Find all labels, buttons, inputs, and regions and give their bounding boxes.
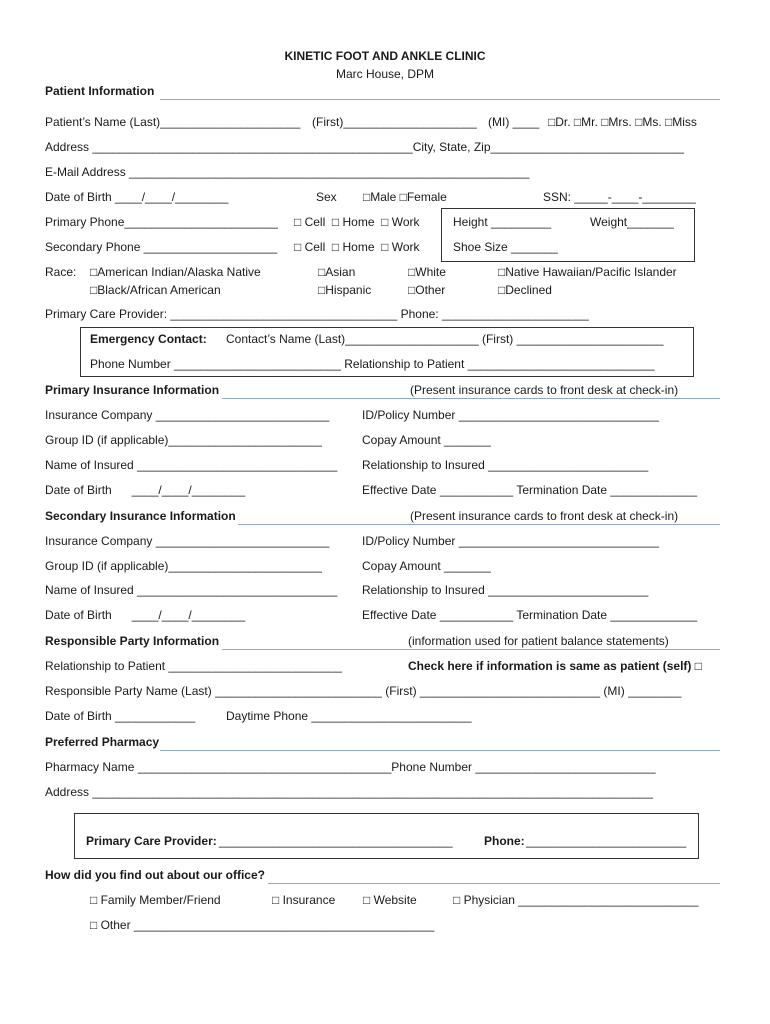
- race-other[interactable]: □Other: [408, 283, 446, 297]
- height-field[interactable]: Height _________: [453, 215, 552, 229]
- title-checkboxes[interactable]: □Dr. □Mr. □Mrs. □Ms. □Miss: [548, 115, 697, 129]
- secondary-insured-relationship-field[interactable]: Relationship to Insured ________________________: [362, 583, 649, 597]
- responsible-party-heading: Responsible Party Information: [45, 634, 220, 648]
- primary-insurance-company-field[interactable]: Insurance Company __________________________: [45, 408, 330, 422]
- patient-name-first-field[interactable]: (First)____________________: [312, 115, 477, 129]
- secondary-effective-dates-field[interactable]: Effective Date ___________ Termination Date _____________: [362, 608, 698, 622]
- emergency-contact-label: Emergency Contact:: [90, 332, 207, 346]
- primary-insured-dob-field[interactable]: Date of Birth ____/____/________: [45, 483, 246, 497]
- responsible-relationship-field[interactable]: Relationship to Patient __________________________: [45, 659, 342, 673]
- section-divider: [222, 649, 720, 650]
- primary-insurance-note: (Present insurance cards to front desk at check-in): [410, 383, 679, 397]
- primary-care-provider-field[interactable]: Primary Care Provider: __________________________________ Phone: ______________________: [45, 307, 589, 321]
- primary-phone-type[interactable]: □ Cell □ Home □ Work: [294, 215, 420, 229]
- pcp-box-name-field[interactable]: ___________________________________: [219, 834, 453, 848]
- race-asian[interactable]: □Asian: [318, 265, 356, 279]
- race-label: Race:: [45, 265, 77, 279]
- ssn-field[interactable]: SSN: _____-____-________: [543, 190, 696, 204]
- secondary-copay-field[interactable]: Copay Amount _______: [362, 559, 491, 573]
- patient-name-last-field[interactable]: Patient’s Name (Last)_____________________: [45, 115, 301, 129]
- section-divider: [238, 524, 720, 525]
- weight-field[interactable]: Weight_______: [590, 215, 674, 229]
- shoe-size-field[interactable]: Shoe Size _______: [453, 240, 558, 254]
- race-white[interactable]: □White: [408, 265, 446, 279]
- referral-insurance-checkbox[interactable]: □ Insurance: [272, 893, 336, 907]
- primary-group-id-field[interactable]: Group ID (if applicable)_______________________: [45, 433, 322, 447]
- pcp-box-phone-label: Phone:: [484, 834, 525, 848]
- secondary-insurance-heading: Secondary Insurance Information: [45, 509, 236, 523]
- responsible-daytime-phone-field[interactable]: Daytime Phone ________________________: [226, 709, 472, 723]
- emergency-contact-phone-field[interactable]: Phone Number _________________________ Relationship to Patient ____________________________: [90, 357, 655, 371]
- referral-question: How did you find out about our office?: [45, 868, 265, 882]
- primary-insurance-heading: Primary Insurance Information: [45, 383, 220, 397]
- pcp-box-label: Primary Care Provider:: [86, 834, 217, 848]
- pcp-box-phone-field[interactable]: ________________________: [526, 834, 687, 848]
- primary-effective-dates-field[interactable]: Effective Date ___________ Termination Date _____________: [362, 483, 698, 497]
- primary-copay-field[interactable]: Copay Amount _______: [362, 433, 491, 447]
- responsible-dob-field[interactable]: Date of Birth ____________: [45, 709, 196, 723]
- doctor-name: Marc House, DPM: [335, 67, 435, 81]
- secondary-insured-name-field[interactable]: Name of Insured ______________________________: [45, 583, 338, 597]
- patient-info-heading: Patient Information: [45, 84, 155, 98]
- pharmacy-address-field[interactable]: Address ____________________________________________________________________________________: [45, 785, 653, 799]
- primary-phone-field[interactable]: Primary Phone_______________________: [45, 215, 278, 229]
- secondary-policy-number-field[interactable]: ID/Policy Number ______________________________: [362, 534, 659, 548]
- primary-insured-relationship-field[interactable]: Relationship to Insured ________________________: [362, 458, 649, 472]
- clinic-title: KINETIC FOOT AND ANKLE CLINIC: [284, 49, 486, 63]
- pharmacy-name-field[interactable]: Pharmacy Name ______________________________________Phone Number ___________________________: [45, 760, 656, 774]
- sex-checkboxes[interactable]: □Male □Female: [363, 190, 447, 204]
- race-american-indian[interactable]: □American Indian/Alaska Native: [90, 265, 261, 279]
- section-divider: [160, 750, 720, 751]
- sex-label: Sex: [316, 190, 337, 204]
- referral-physician-checkbox[interactable]: □ Physician ___________________________: [453, 893, 699, 907]
- primary-policy-number-field[interactable]: ID/Policy Number ______________________________: [362, 408, 659, 422]
- emergency-contact-name-field[interactable]: Contact’s Name (Last)____________________ (First) ______________________: [226, 332, 664, 346]
- race-black[interactable]: □Black/African American: [90, 283, 221, 297]
- section-divider: [268, 883, 720, 884]
- dob-field[interactable]: Date of Birth ____/____/________: [45, 190, 229, 204]
- referral-website-checkbox[interactable]: □ Website: [363, 893, 417, 907]
- secondary-insured-dob-field[interactable]: Date of Birth ____/____/________: [45, 608, 246, 622]
- pharmacy-heading: Preferred Pharmacy: [45, 735, 160, 749]
- secondary-group-id-field[interactable]: Group ID (if applicable)_______________________: [45, 559, 322, 573]
- race-native-hawaiian[interactable]: □Native Hawaiian/Pacific Islander: [498, 265, 677, 279]
- race-declined[interactable]: □Declined: [498, 283, 552, 297]
- section-divider: [160, 99, 720, 100]
- secondary-insurance-note: (Present insurance cards to front desk at check-in): [410, 509, 679, 523]
- section-divider: [222, 398, 720, 399]
- referral-other-checkbox[interactable]: □ Other _____________________________________________: [90, 918, 435, 932]
- same-as-patient-checkbox[interactable]: Check here if information is same as patient (self) □: [408, 659, 702, 673]
- email-field[interactable]: E-Mail Address ____________________________________________________________: [45, 165, 530, 179]
- address-field[interactable]: Address ________________________________________________City, State, Zip_____________________________: [45, 140, 685, 154]
- referral-family-checkbox[interactable]: □ Family Member/Friend: [90, 893, 221, 907]
- race-hispanic[interactable]: □Hispanic: [318, 283, 372, 297]
- primary-insured-name-field[interactable]: Name of Insured ______________________________: [45, 458, 338, 472]
- secondary-phone-type[interactable]: □ Cell □ Home □ Work: [294, 240, 420, 254]
- responsible-party-note: (information used for patient balance statements): [408, 634, 669, 648]
- responsible-name-field[interactable]: Responsible Party Name (Last) _________________________ (First) ___________________________ (MI) ________: [45, 684, 682, 698]
- patient-name-mi-field[interactable]: (MI) ____: [488, 115, 540, 129]
- secondary-phone-field[interactable]: Secondary Phone ____________________: [45, 240, 278, 254]
- secondary-insurance-company-field[interactable]: Insurance Company __________________________: [45, 534, 330, 548]
